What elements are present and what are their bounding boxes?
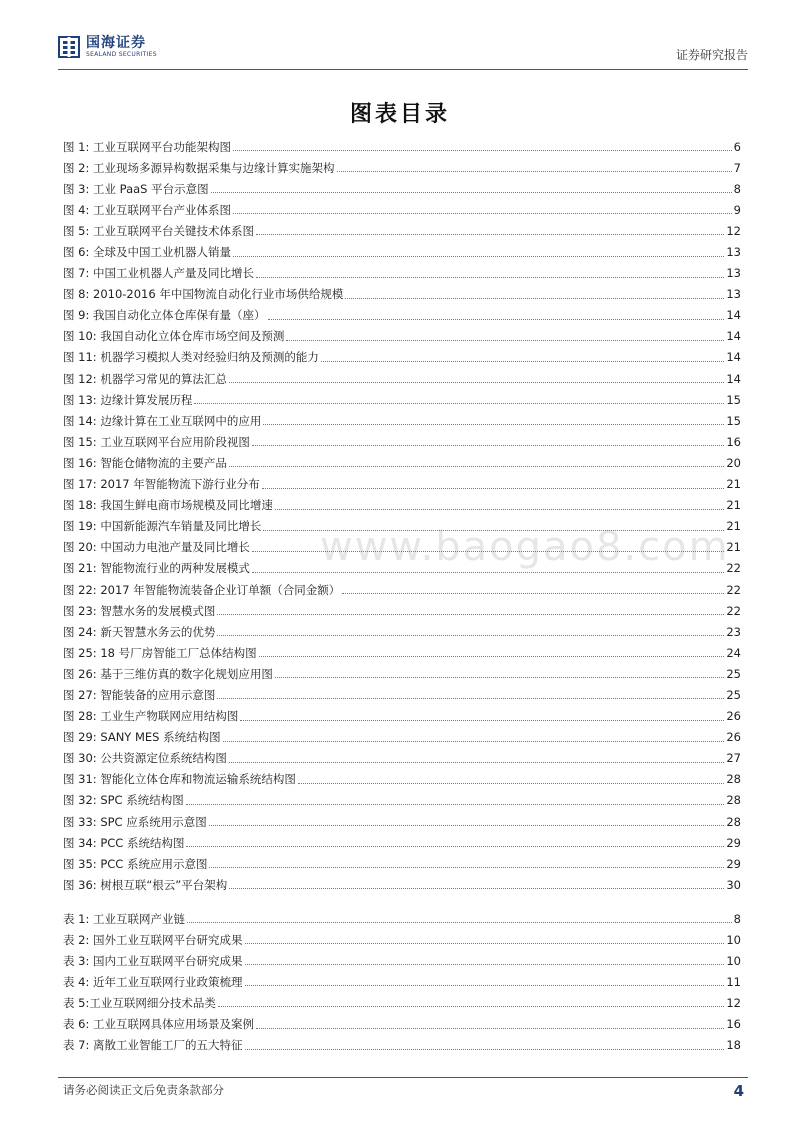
toc-entry-page: 13 bbox=[726, 287, 741, 302]
dot-leader bbox=[263, 530, 724, 531]
dot-leader bbox=[187, 922, 732, 923]
figure-entry[interactable] bbox=[63, 284, 741, 305]
toc-entry-label: 图 20: 中国动力电池产量及同比增长 bbox=[63, 540, 250, 555]
toc-entry-page: 14 bbox=[726, 350, 741, 365]
toc-entry-page: 7 bbox=[733, 160, 741, 175]
figure-entry[interactable] bbox=[63, 136, 741, 157]
dot-leader bbox=[256, 234, 724, 235]
dot-leader bbox=[245, 964, 725, 965]
page-title: 图表目录 bbox=[349, 102, 450, 127]
disclaimer-text: 请务必阅读正文后免责条款部分 bbox=[63, 1083, 224, 1097]
dot-leader bbox=[209, 825, 725, 826]
logo-chinese-name: 国海证券 bbox=[86, 35, 146, 51]
toc-entry-page: 18 bbox=[726, 1038, 741, 1053]
figure-entry[interactable] bbox=[63, 811, 741, 832]
toc-entry-label: 图 14: 边缘计算在工业互联网中的应用 bbox=[63, 413, 262, 428]
dot-leader bbox=[209, 867, 724, 868]
toc-entry-page: 21 bbox=[726, 498, 741, 513]
dot-leader bbox=[186, 846, 724, 847]
toc-entry-page: 10 bbox=[726, 932, 741, 947]
dot-leader bbox=[321, 361, 725, 362]
figure-entry[interactable] bbox=[63, 389, 741, 410]
figure-entry[interactable] bbox=[63, 199, 741, 220]
dot-leader bbox=[256, 277, 724, 278]
toc-entry-page: 12 bbox=[726, 995, 741, 1010]
toc-entry-label: 表 3: 国内工业互联网平台研究成果 bbox=[63, 953, 243, 968]
figure-entry[interactable] bbox=[63, 474, 741, 495]
dot-leader bbox=[342, 593, 724, 594]
toc-entry-page: 29 bbox=[726, 856, 741, 871]
toc-entry-page: 16 bbox=[726, 1017, 741, 1032]
toc-entry-label: 图 32: SPC 系统结构图 bbox=[63, 793, 184, 808]
toc-entry-label: 图 36: 树根互联“根云”平台架构 bbox=[63, 877, 228, 892]
figure-entry[interactable] bbox=[63, 410, 741, 431]
watermark-text: www.baogao8.com bbox=[320, 524, 730, 570]
toc-entry-page: 24 bbox=[726, 645, 741, 660]
dot-leader bbox=[217, 698, 724, 699]
dot-leader bbox=[217, 614, 724, 615]
dot-leader bbox=[186, 804, 725, 805]
figure-entry[interactable] bbox=[63, 157, 741, 178]
toc-entry-label: 图 8: 2010-2016 年中国物流自动化行业市场供给规模 bbox=[63, 287, 344, 302]
figure-entry[interactable] bbox=[63, 769, 741, 790]
dot-leader bbox=[252, 572, 725, 573]
toc-entry-label: 图 10: 我国自动化立体仓库市场空间及预测 bbox=[63, 329, 285, 344]
table-entry[interactable] bbox=[63, 929, 741, 950]
dot-leader bbox=[245, 1049, 725, 1050]
page-number: 4 bbox=[733, 1082, 744, 1100]
dot-leader bbox=[252, 551, 725, 552]
table-entry[interactable] bbox=[63, 1013, 741, 1034]
dot-leader bbox=[233, 150, 732, 151]
toc-entry-page: 12 bbox=[726, 223, 741, 238]
toc-entry-label: 图 6: 全球及中国工业机器人销量 bbox=[63, 245, 232, 260]
dot-leader bbox=[229, 382, 725, 383]
toc-entry-page: 23 bbox=[726, 624, 741, 639]
toc-entry-label: 图 2: 工业现场多源异构数据采集与边缘计算实施架构 bbox=[63, 160, 335, 175]
table-entry[interactable] bbox=[63, 1035, 741, 1056]
toc-entry-page: 14 bbox=[726, 308, 741, 323]
toc-entry-page: 8 bbox=[733, 911, 741, 926]
table-entry[interactable] bbox=[63, 950, 741, 971]
dot-leader bbox=[240, 720, 724, 721]
toc-entry-label: 图 35: PCC 系统应用示意图 bbox=[63, 856, 208, 871]
toc-entry-label: 图 21: 智能物流行业的两种发展模式 bbox=[63, 561, 250, 576]
toc-entry-page: 30 bbox=[726, 877, 741, 892]
toc-entry-label: 图 22: 2017 年智能物流装备企业订单额（合同金额） bbox=[63, 582, 341, 597]
dot-leader bbox=[229, 762, 725, 763]
toc-entry-label: 图 18: 我国生鲜电商市场规模及同比增速 bbox=[63, 498, 273, 513]
toc-entry-label: 图 30: 公共资源定位系统结构图 bbox=[63, 751, 227, 766]
table-entry[interactable] bbox=[63, 908, 741, 929]
toc-entry-label: 图 12: 机器学习常见的算法汇总 bbox=[63, 371, 227, 386]
toc-entry-page: 16 bbox=[726, 434, 741, 449]
figure-entry[interactable] bbox=[63, 748, 741, 769]
toc-entry-label: 图 9: 我国自动化立体仓库保有量（座） bbox=[63, 308, 266, 323]
toc-entry-page: 21 bbox=[726, 540, 741, 555]
toc-entry-label: 图 15: 工业互联网平台应用阶段视图 bbox=[63, 434, 250, 449]
toc-entry-page: 13 bbox=[726, 245, 741, 260]
footer-divider bbox=[58, 1077, 748, 1078]
toc-entry-page: 26 bbox=[726, 709, 741, 724]
toc-entry-page: 25 bbox=[726, 666, 741, 681]
toc-entry-label: 图 29: SANY MES 系统结构图 bbox=[63, 730, 221, 745]
figure-entry[interactable] bbox=[63, 832, 741, 853]
figure-entry[interactable] bbox=[63, 621, 741, 642]
dot-leader bbox=[211, 192, 732, 193]
dot-leader bbox=[345, 298, 724, 299]
toc-entry-page: 25 bbox=[726, 687, 741, 702]
toc-entry-label: 图 3: 工业 PaaS 平台示意图 bbox=[63, 181, 209, 196]
dot-leader bbox=[337, 171, 732, 172]
figure-entry[interactable] bbox=[63, 600, 741, 621]
toc-entry-page: 20 bbox=[726, 455, 741, 470]
toc-entry-label: 图 33: SPC 应系统用示意图 bbox=[63, 814, 207, 829]
toc-entry-label: 图 5: 工业互联网平台关键技术体系图 bbox=[63, 223, 255, 238]
table-entry[interactable] bbox=[63, 971, 741, 992]
figure-entry[interactable] bbox=[63, 452, 741, 473]
dot-leader bbox=[252, 445, 725, 446]
toc-entry-label: 图 28: 工业生产物联网应用结构图 bbox=[63, 709, 239, 724]
dot-leader bbox=[233, 256, 724, 257]
toc-entry-page: 14 bbox=[726, 329, 741, 344]
toc-entry-label: 图 11: 机器学习模拟人类对经验归纳及预测的能力 bbox=[63, 350, 319, 365]
toc-entry-label: 图 27: 智能装备的应用示意图 bbox=[63, 687, 216, 702]
toc-entry-page: 22 bbox=[726, 603, 741, 618]
toc-entry-page: 21 bbox=[726, 477, 741, 492]
toc-entry-page: 28 bbox=[726, 793, 741, 808]
toc-entry-label: 图 26: 基于三维仿真的数字化规划应用图 bbox=[63, 666, 273, 681]
toc-entry-page: 9 bbox=[733, 202, 741, 217]
toc-entry-page: 6 bbox=[733, 139, 741, 154]
toc-entry-page: 11 bbox=[726, 974, 741, 989]
logo-english-name: SEALAND SECURITIES bbox=[86, 51, 157, 58]
figure-entry[interactable] bbox=[63, 537, 741, 558]
figure-entry[interactable] bbox=[63, 368, 741, 389]
toc-entry-label: 图 16: 智能仓储物流的主要产品 bbox=[63, 455, 227, 470]
figure-entry[interactable] bbox=[63, 178, 741, 199]
dot-leader bbox=[229, 888, 724, 889]
figure-entry[interactable] bbox=[63, 579, 741, 600]
dot-leader bbox=[275, 509, 725, 510]
dot-leader bbox=[286, 340, 724, 341]
figure-entry[interactable] bbox=[63, 706, 741, 727]
dot-leader bbox=[223, 741, 725, 742]
figure-entry[interactable] bbox=[63, 220, 741, 241]
toc-entry-page: 15 bbox=[726, 392, 741, 407]
dot-leader bbox=[194, 403, 724, 404]
figure-entry[interactable] bbox=[63, 495, 741, 516]
dot-leader bbox=[256, 1028, 724, 1029]
table-entry[interactable] bbox=[63, 992, 741, 1013]
toc-entry-page: 29 bbox=[726, 835, 741, 850]
dot-leader bbox=[268, 319, 725, 320]
figure-entry[interactable] bbox=[63, 558, 741, 579]
toc-entry-label: 表 1: 工业互联网产业链 bbox=[63, 911, 186, 926]
toc-entry-label: 图 25: 18 号厂房智能工厂总体结构图 bbox=[63, 645, 257, 660]
toc-entry-page: 21 bbox=[726, 519, 741, 534]
toc-entry-page: 28 bbox=[726, 814, 741, 829]
figure-entry[interactable] bbox=[63, 305, 741, 326]
dot-leader bbox=[233, 213, 732, 214]
figure-entry[interactable] bbox=[63, 790, 741, 811]
toc-entry-label: 图 31: 智能化立体仓库和物流运输系统结构图 bbox=[63, 772, 296, 787]
dot-leader bbox=[262, 488, 725, 489]
toc-entry-page: 27 bbox=[726, 751, 741, 766]
toc-entry-page: 22 bbox=[726, 561, 741, 576]
dot-leader bbox=[217, 635, 724, 636]
dot-leader bbox=[229, 466, 725, 467]
toc-entry-page: 28 bbox=[726, 772, 741, 787]
toc-entry-label: 图 1: 工业互联网平台功能架构图 bbox=[63, 139, 232, 154]
toc-entry-page: 13 bbox=[726, 266, 741, 281]
figure-entry[interactable] bbox=[63, 684, 741, 705]
figure-entry[interactable] bbox=[63, 853, 741, 874]
figure-entry[interactable] bbox=[63, 347, 741, 368]
dot-leader bbox=[298, 783, 725, 784]
dot-leader bbox=[245, 943, 725, 944]
figure-entry[interactable] bbox=[63, 431, 741, 452]
figure-entry[interactable] bbox=[63, 326, 741, 347]
toc-entry-label: 图 4: 工业互联网平台产业体系图 bbox=[63, 202, 232, 217]
toc-entry-label: 图 24: 新天智慧水务云的优势 bbox=[63, 624, 216, 639]
dot-leader bbox=[218, 1006, 725, 1007]
toc-entry-label: 图 23: 智慧水务的发展模式图 bbox=[63, 603, 216, 618]
figure-entry[interactable] bbox=[63, 263, 741, 284]
toc-entry-label: 图 17: 2017 年智能物流下游行业分布 bbox=[63, 477, 260, 492]
toc-entry-page: 10 bbox=[726, 953, 741, 968]
figure-entry[interactable] bbox=[63, 663, 741, 684]
dot-leader bbox=[275, 677, 725, 678]
company-logo bbox=[58, 36, 157, 58]
report-type-label: 证券研究报告 bbox=[675, 48, 748, 62]
header-divider bbox=[58, 69, 748, 70]
toc-entry-label: 图 34: PCC 系统结构图 bbox=[63, 835, 185, 850]
dot-leader bbox=[263, 424, 724, 425]
dot-leader bbox=[245, 985, 725, 986]
toc-entry-label: 表 6: 工业互联网具体应用场景及案例 bbox=[63, 1017, 255, 1032]
sealand-logo-icon bbox=[58, 36, 80, 58]
toc-entry-label: 表 2: 国外工业互联网平台研究成果 bbox=[63, 932, 243, 947]
table-list bbox=[63, 908, 741, 1056]
toc-entry-label: 图 13: 边缘计算发展历程 bbox=[63, 392, 193, 407]
figure-entry[interactable] bbox=[63, 241, 741, 262]
dot-leader bbox=[259, 656, 725, 657]
figure-entry[interactable] bbox=[63, 874, 741, 895]
toc-entry-label: 图 7: 中国工业机器人产量及同比增长 bbox=[63, 266, 255, 281]
toc-entry-page: 8 bbox=[733, 181, 741, 196]
page-header bbox=[58, 36, 748, 66]
figure-entry[interactable] bbox=[63, 642, 741, 663]
toc-entry-page: 26 bbox=[726, 730, 741, 745]
toc-entry-label: 表 7: 离散工业智能工厂的五大特征 bbox=[63, 1038, 243, 1053]
toc-entry-page: 22 bbox=[726, 582, 741, 597]
figure-entry[interactable] bbox=[63, 516, 741, 537]
figure-list bbox=[63, 136, 741, 895]
toc-entry-page: 14 bbox=[726, 371, 741, 386]
toc-entry-label: 图 19: 中国新能源汽车销量及同比增长 bbox=[63, 519, 262, 534]
figure-entry[interactable] bbox=[63, 727, 741, 748]
toc-entry-label: 表 5:工业互联网细分技术品类 bbox=[63, 995, 216, 1010]
toc-entry-label: 表 4: 近年工业互联网行业政策梳理 bbox=[63, 974, 243, 989]
toc-entry-page: 15 bbox=[726, 413, 741, 428]
